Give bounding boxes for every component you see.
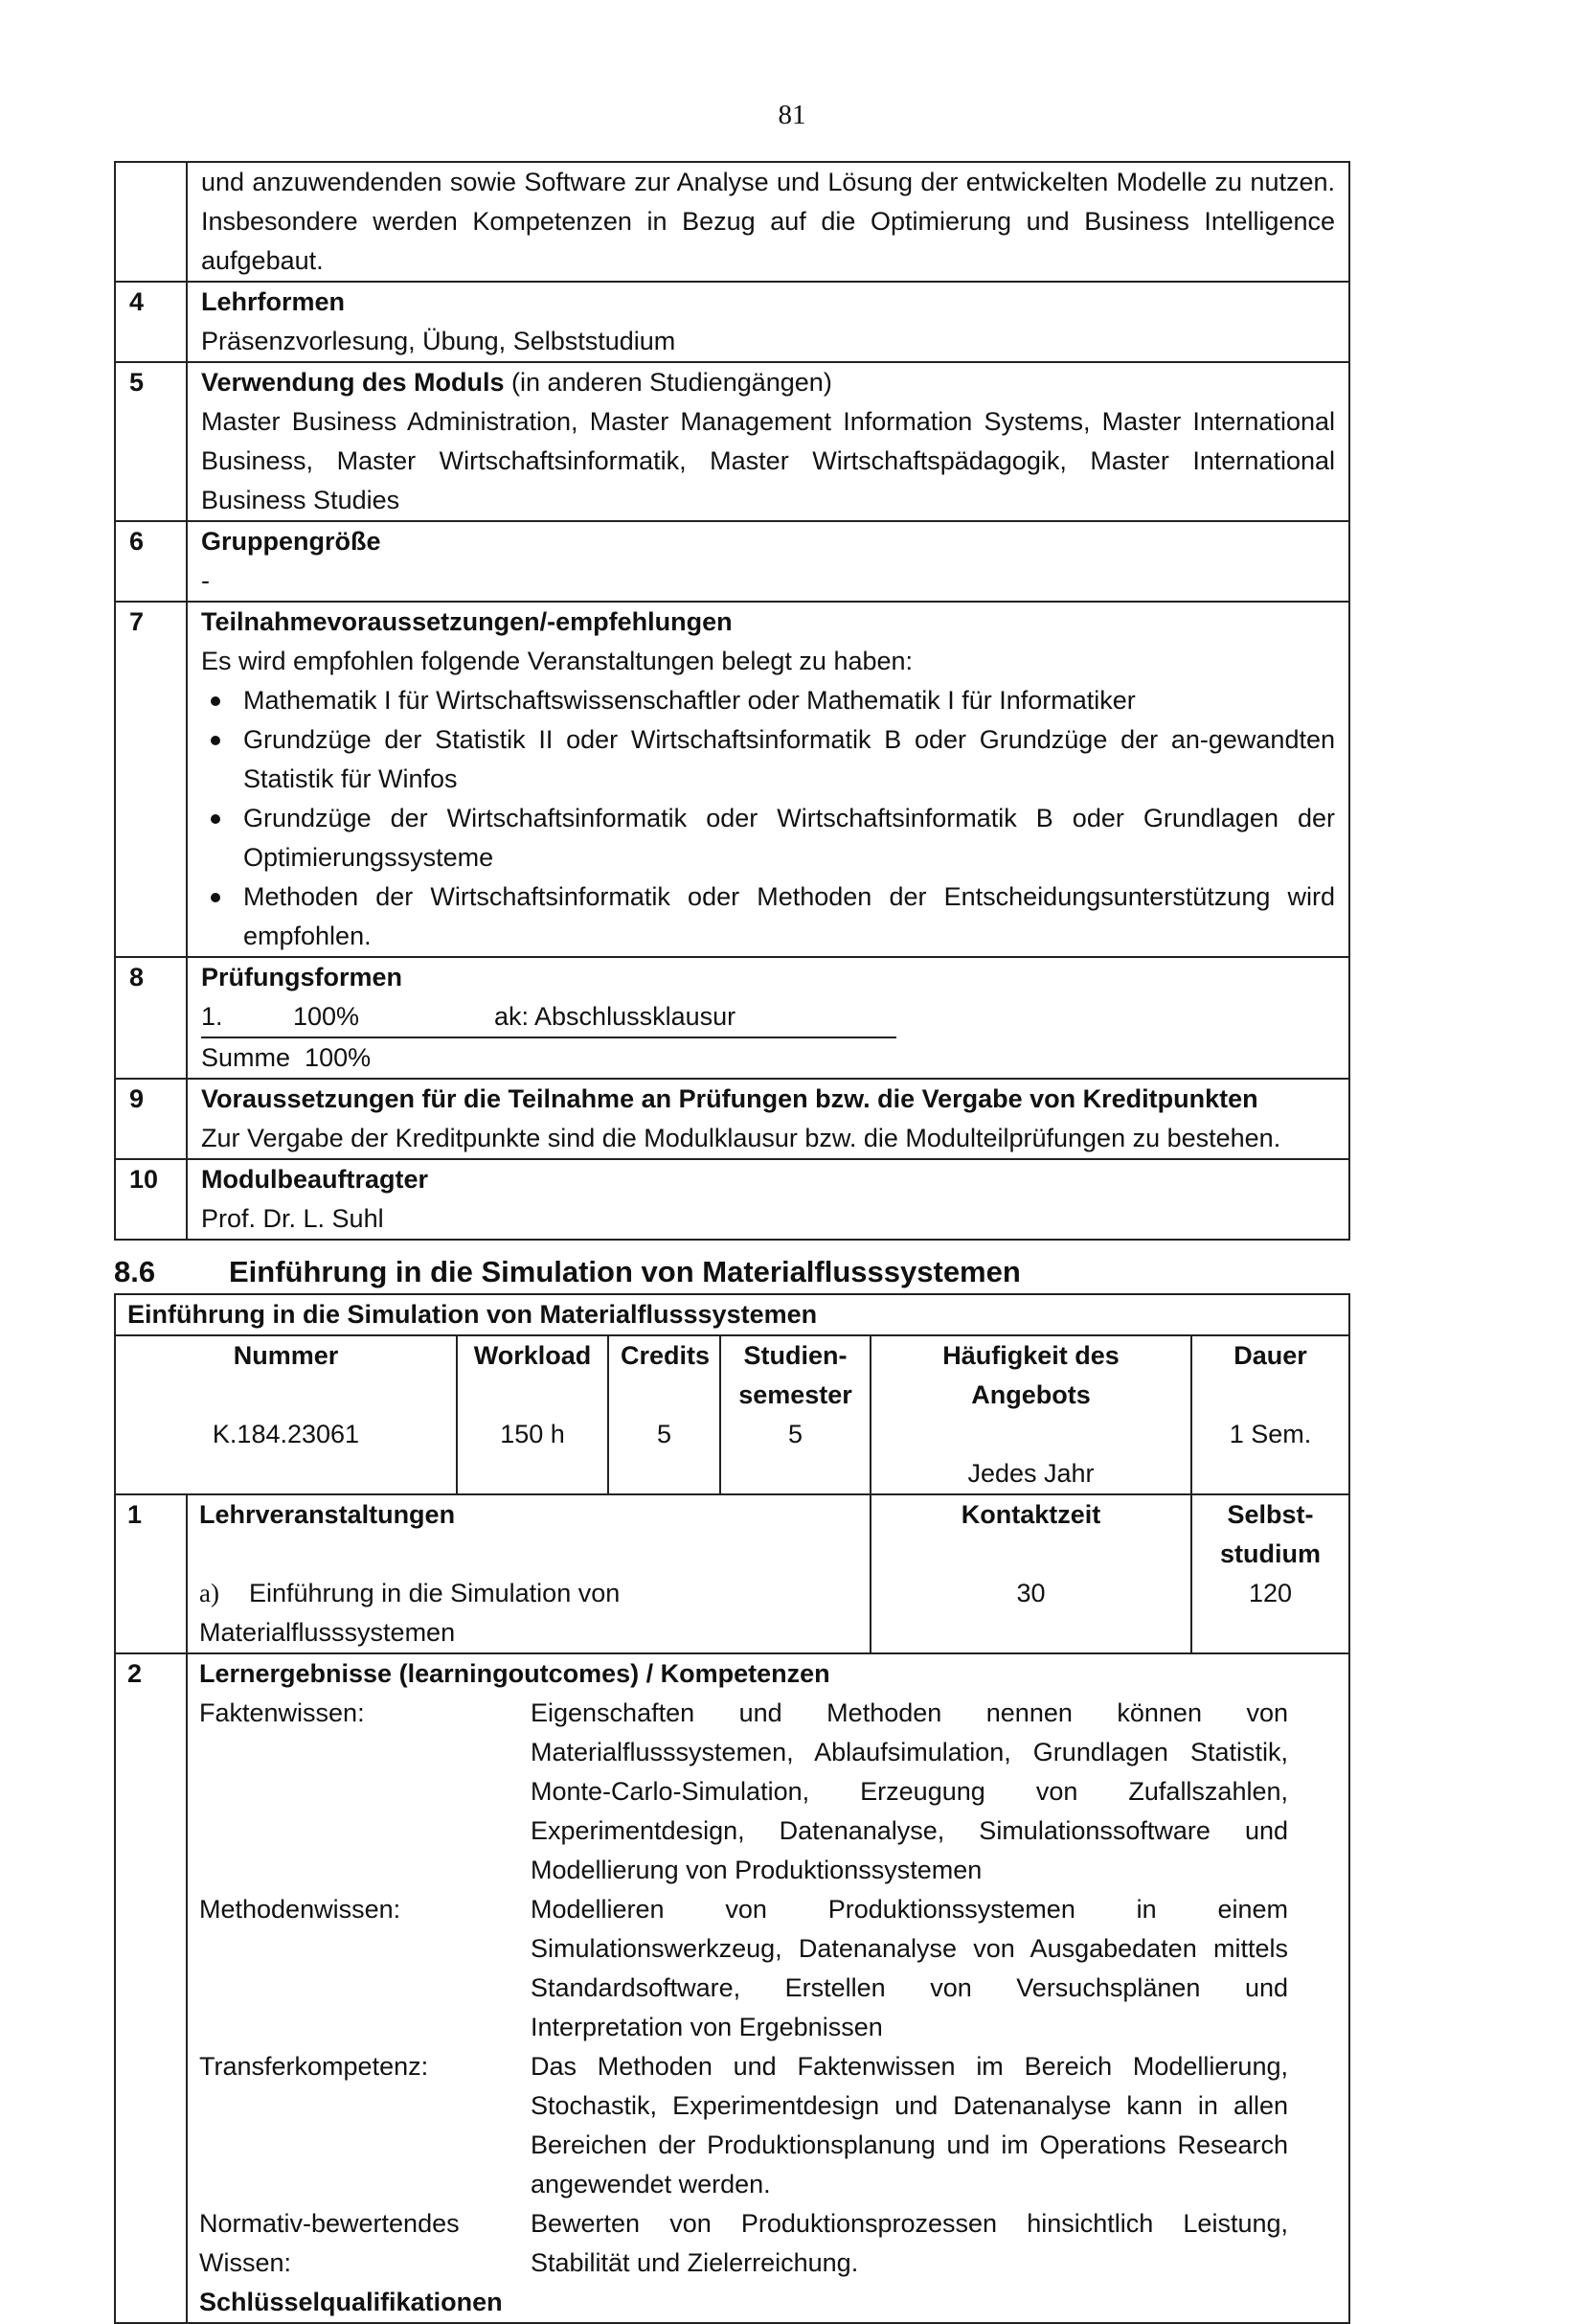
outcome-label: Normativ-bewertendes Wissen: — [199, 2209, 460, 2277]
exam-item — [201, 997, 896, 1038]
row-text: Zur Vergabe der Kreditpunkte sind die Modulklausur bzw. die Modulteilprüfungen zu bestehen. — [201, 1124, 1281, 1152]
header-workload: Workload — [473, 1341, 592, 1370]
header-row — [115, 1335, 1349, 1494]
value-haeufigkeit: Jedes Jahr — [967, 1459, 1095, 1488]
section-number: 8.6 — [114, 1255, 156, 1288]
table-row: 2 Lernergebnisse (learningoutcomes) / Kompetenzen Faktenwissen: Eigenschaften und Methoden nennen können von Materialflusssystemen, Ablaufsimulation, Grundlagen Statistik, Monte-Carlo-Simulation, Erzeugung von Zufallszahlen, Experimentdesign, Datenanalyse, Simulationssoftware und Modellierung von Produktionssystemen Methodenwissen: Modellieren von Produktionssystemen in einem Simulationswerkzeug, Datenanalyse von Ausgabedaten mittels Standardsoftware, Erstellen von Versuchsplänen und Interpretation von Ergebnissen Transferkompetenz: Das Methoden und Faktenwissen im Bereich Modellierung, Stochastik, Experimentdesign und Datenanalyse kann in allen Bereichen der Produktionsplanung und im Operations Research angewendet werden. Normativ-bewertendes Wissen: Bewerten von Produktionsprozessen hinsichtlich Leistung, Stabilität und Zielerreichung. Schlüsselqualifikationen — [115, 1653, 1349, 2323]
header-dauer: Dauer — [1233, 1341, 1307, 1370]
row-title-suffix: (in anderen Studiengängen) — [504, 368, 832, 397]
table-caption: Einführung in die Simulation von Materialflusssystemen — [115, 1294, 1349, 1335]
table-row: 10 Modulbeauftragter Prof. Dr. L. Suhl — [115, 1159, 1349, 1240]
table-row: 7 Teilnahmevoraussetzungen/-empfehlungen Es wird empfohlen folgende Veranstaltungen belegt zu haben: Mathematik I für Wirtschaftswissenschaftler oder Mathematik I für Informatiker Grundzüge der Statistik II oder Wirtschaftsinformatik B oder Grundzüge der an-gewandten Statistik für Winfos Grundzüge der Wirtschaftsinformatik oder Wirtschaftsinformatik B oder Grundlagen der Optimierungssysteme Methoden der Wirtschaftsinformatik oder Methoden der Entscheidungsunterstützung wird empfohlen. — [115, 602, 1349, 957]
header-studien: Studien- — [743, 1341, 848, 1370]
section-title: Einführung in die Simulation von Materialflusssystemen — [229, 1255, 1021, 1288]
section-heading — [114, 1255, 1021, 1289]
course-entry: a) Einführung in die Simulation von Materialflusssystemen — [199, 1579, 621, 1647]
table-row: 6 Gruppengröße - — [115, 521, 1349, 602]
exam-item-number: 1. — [201, 1002, 223, 1031]
list-item: Methoden der Wirtschaftsinformatik oder Methoden der Entscheidungsunterstützung wird empfohlen. — [243, 877, 1335, 956]
learning-outcomes — [199, 1694, 1337, 2283]
table-row: 5 Verwendung des Moduls (in anderen Studiengängen) Master Business Administration, Master Management Information Systems, Master International Business, Master Wirtschaftsinformatik, Master Wirtschaftspädagogik, Master International Business Studies — [115, 362, 1349, 521]
module-table-8-6 — [114, 1293, 1350, 2324]
exam-item-description: ak: Abschlussklausur — [494, 1002, 736, 1031]
row-title: Lehrveranstaltungen — [199, 1500, 456, 1529]
list-item — [199, 2204, 1337, 2283]
outcome-label: Methodenwissen: — [199, 1895, 401, 1924]
list-item — [199, 1694, 1337, 1890]
header-nummer: Nummer — [233, 1341, 339, 1370]
value-kontaktzeit: 30 — [1016, 1579, 1046, 1607]
row-title: Lernergebnisse (learningoutcomes) / Kompetenzen — [199, 1659, 830, 1688]
module-table-continued — [114, 161, 1350, 1241]
row-title: Gruppengröße — [201, 527, 381, 556]
list-item — [199, 1890, 1337, 2047]
row-text: Präsenzvorlesung, Übung, Selbststudium — [201, 327, 676, 355]
value-dauer: 1 Sem. — [1229, 1420, 1312, 1448]
row-title: Modulbeauftragter — [201, 1165, 429, 1194]
outcome-text: Bewerten von Produktionsprozessen hinsichtlich Leistung, Stabilität und Zielerreichung. — [531, 2209, 1288, 2277]
table-row: 1 Lehrveranstaltungen a) Einführung in die Simulation von Materialflusssystemen Kontaktzeit 30 Selbst- studium 120 — [115, 1494, 1349, 1653]
header-credits: Credits — [621, 1341, 711, 1370]
header-haeufigkeit: Häufigkeit des Angebots — [942, 1341, 1120, 1409]
key-qualifications-label: Schlüsselqualifikationen — [199, 2288, 503, 2316]
value-semester: 5 — [787, 1420, 803, 1448]
row-text: - — [201, 566, 210, 595]
continued-text: und anzuwendenden sowie Software zur Analyse und Lösung der entwickelten Modelle zu nutzen. Insbesondere werden Kompetenzen in Bezug auf die Optimierung und Business Intelligence aufgebaut. — [187, 162, 1349, 282]
value-credits: 5 — [656, 1420, 672, 1448]
row-title: Verwendung des Moduls — [201, 368, 505, 397]
header-kontaktzeit: Kontaktzeit — [961, 1500, 1101, 1529]
table-caption-row — [115, 1294, 1349, 1335]
list-item: Mathematik I für Wirtschaftswissenschaftler oder Mathematik I für Informatiker — [243, 681, 1335, 720]
recommendation-list — [201, 681, 1335, 956]
row-title: Teilnahmevoraussetzungen/-empfehlungen — [201, 607, 733, 636]
list-item: Grundzüge der Wirtschaftsinformatik oder Wirtschaftsinformatik B oder Grundlagen der Optimierungssysteme — [243, 799, 1335, 877]
outcome-text: Eigenschaften und Methoden nennen können von Materialflusssystemen, Ablaufsimulation, Grundlagen Statistik, Monte-Carlo-Simulation, Erzeugung von Zufallszahlen, Experimentdesign, Datenanalyse, Simulationssoftware und Modellierung von Produktionssystemen — [531, 1698, 1288, 1884]
row-text: Master Business Administration, Master Management Information Systems, Master International Business, Master Wirtschaftsinformatik, Master Wirtschaftspädagogik, Master International Business Studies — [201, 407, 1335, 514]
value-nummer: K.184.23061 — [212, 1420, 360, 1448]
value-workload: 150 h — [500, 1420, 565, 1448]
outcome-text: Das Methoden und Faktenwissen im Bereich Modellierung, Stochastik, Experimentdesign und Datenanalyse kann in allen Bereichen der Produktionsplanung und im Operations Research angewendet werden. — [531, 2052, 1288, 2199]
row-text: Prof. Dr. L. Suhl — [201, 1204, 384, 1233]
table-row: 9 Voraussetzungen für die Teilnahme an Prüfungen bzw. die Vergabe von Kreditpunkten Zur Vergabe der Kreditpunkte sind die Modulklausur bzw. die Modulteilprüfungen zu bestehen. — [115, 1079, 1349, 1159]
outcome-label: Faktenwissen: — [199, 1698, 365, 1727]
course-name: Einführung in die Simulation von Materialflusssystemen — [199, 1579, 621, 1647]
row-title: Lehrformen — [201, 287, 346, 316]
outcome-text: Modellieren von Produktionssystemen in einem Simulationswerkzeug, Datenanalyse von Ausgabedaten mittels Standardsoftware, Erstellen von Versuchsplänen und Interpretation von Ergebnissen — [531, 1895, 1288, 2041]
row-title: Voraussetzungen für die Teilnahme an Prüfungen bzw. die Vergabe von Kreditpunkten — [201, 1084, 1258, 1113]
page-number: 81 — [778, 100, 806, 130]
header-selbststudium-1: Selbst- — [1227, 1500, 1314, 1529]
table-row: 4 Lehrformen Präsenzvorlesung, Übung, Selbststudium — [115, 282, 1349, 362]
list-item — [199, 2047, 1337, 2204]
header-semester: semester — [738, 1380, 852, 1409]
row-intro: Es wird empfohlen folgende Veranstaltungen belegt zu haben: — [201, 647, 914, 675]
row-title: Prüfungsformen — [201, 963, 403, 991]
header-selbststudium-2: studium — [1220, 1539, 1321, 1568]
table-row: 8 Prüfungsformen 1. 100% ak: Abschlussklausur Summe 100% — [115, 957, 1349, 1079]
table-row — [115, 162, 1349, 282]
value-selbststudium: 120 — [1248, 1579, 1293, 1607]
list-item: Grundzüge der Statistik II oder Wirtschaftsinformatik B oder Grundzüge der an-gewandten Statistik für Winfos — [243, 720, 1335, 799]
exam-item-percent: 100% — [293, 1002, 360, 1031]
outcome-label: Transferkompetenz: — [199, 2052, 429, 2081]
exam-sum: Summe 100% — [201, 1043, 372, 1072]
